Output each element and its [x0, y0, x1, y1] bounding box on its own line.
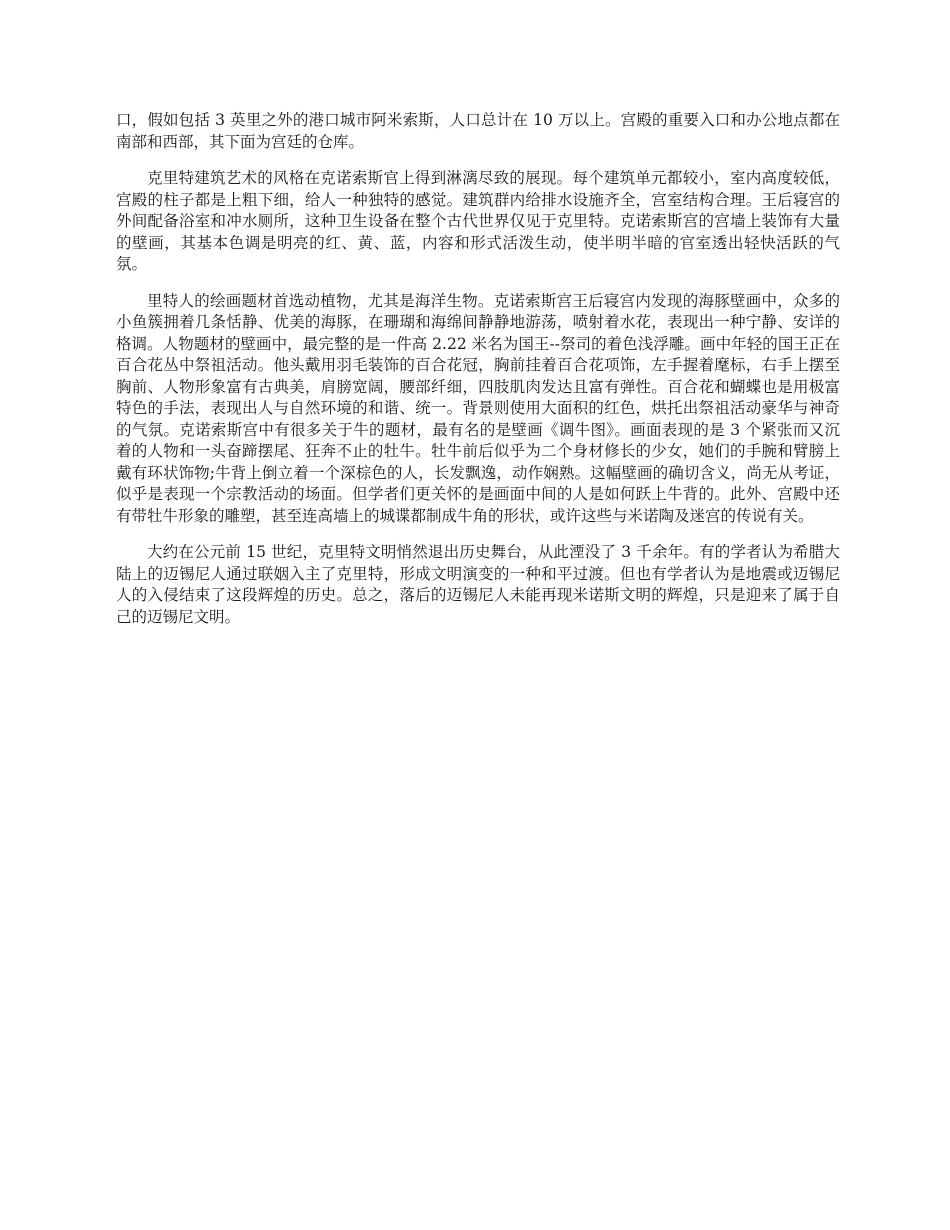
paragraph-4: 大约在公元前 15 世纪，克里特文明悄然退出历史舞台，从此湮没了 3 千余年。有的学者认为希腊大陆上的迈锡尼人通过联姻入主了克里特，形成文明演变的一种和平过渡。但也有学者认为是地震或迈锡尼人的入侵结束了这段辉煌的历史。总之，落后的迈锡尼人未能再现米诺斯文明的辉煌，只是迎来了属于自己的迈锡尼文明。 [116, 543, 840, 626]
paragraph-2: 克里特建筑艺术的风格在克诺索斯官上得到淋漓尽致的展现。每个建筑单元都较小，室内高度较低，宫殿的柱子都是上粗下细，给人一种独特的感觉。建筑群内给排水设施齐全，宫室结构合理。王后寝宫的外间配备浴室和冲水厕所，这种卫生设备在整个古代世界仅见于克里特。克诺索斯宫的宫墙上装饰有大量的壁画，其基本色调是明亮的红、黄、蓝，内容和形式活泼生动，使半明半暗的官室透出轻快活跃的气氛。 [116, 169, 840, 273]
paragraph-1: 口，假如包括 3 英里之外的港口城市阿米索斯，人口总计在 10 万以上。宫殿的重要入口和办公地点都在南部和西部，其下面为宫廷的仓库。 [116, 111, 840, 151]
paragraph-3: 里特人的绘画题材首选动植物，尤其是海洋生物。克诺索斯宫王后寝宫内发现的海豚壁画中，众多的小鱼簇拥着几条恬静、优美的海豚，在珊瑚和海绵间静静地游荡，喷射着水花，表现出一种宁静、安详的格调。人物题材的壁画中，最完整的是一件高 2.22 米名为国王--祭司的着色浅浮雕。画中年轻的国王正在百合花丛中祭祖活动。他头戴用羽毛装饰的百合花冠，胸前挂着百合花项饰，左手握着麾标，右手上摆至胸前、人物形象富有古典美，肩膀宽阔，腰部纤细，四肢肌肉发达且富有弹性。百合花和蝴蝶也是用极富特色的手法，表现出人与自然环境的和谐、统一。背景则使用大面积的红色，烘托出祭祖活动豪华与神奇的气氛。克诺索斯宫中有很多关于牛的题材，最有名的是壁画《调牛图》。画面表现的是 3 个紧张而又沉着的人物和一头奋蹄摆尾、狂奔不止的牡牛。牡牛前后似乎为二个身材修长的少女，她们的手腕和臂膀上戴有环状饰物;牛背上倒立着一个深棕色的人，长发飘逸，动作娴熟。这幅壁画的确切含义，尚无从考证，似乎是表现一个宗教活动的场面。但学者们更关怀的是画面中间的人是如何跃上牛背的。此外、宫殿中还有带牡牛形象的雕塑，甚至连高墙上的城谍都制成牛角的形状，或许这些与米诺陶及迷宫的传说有关。 [116, 291, 840, 525]
document-body [116, 110, 840, 643]
